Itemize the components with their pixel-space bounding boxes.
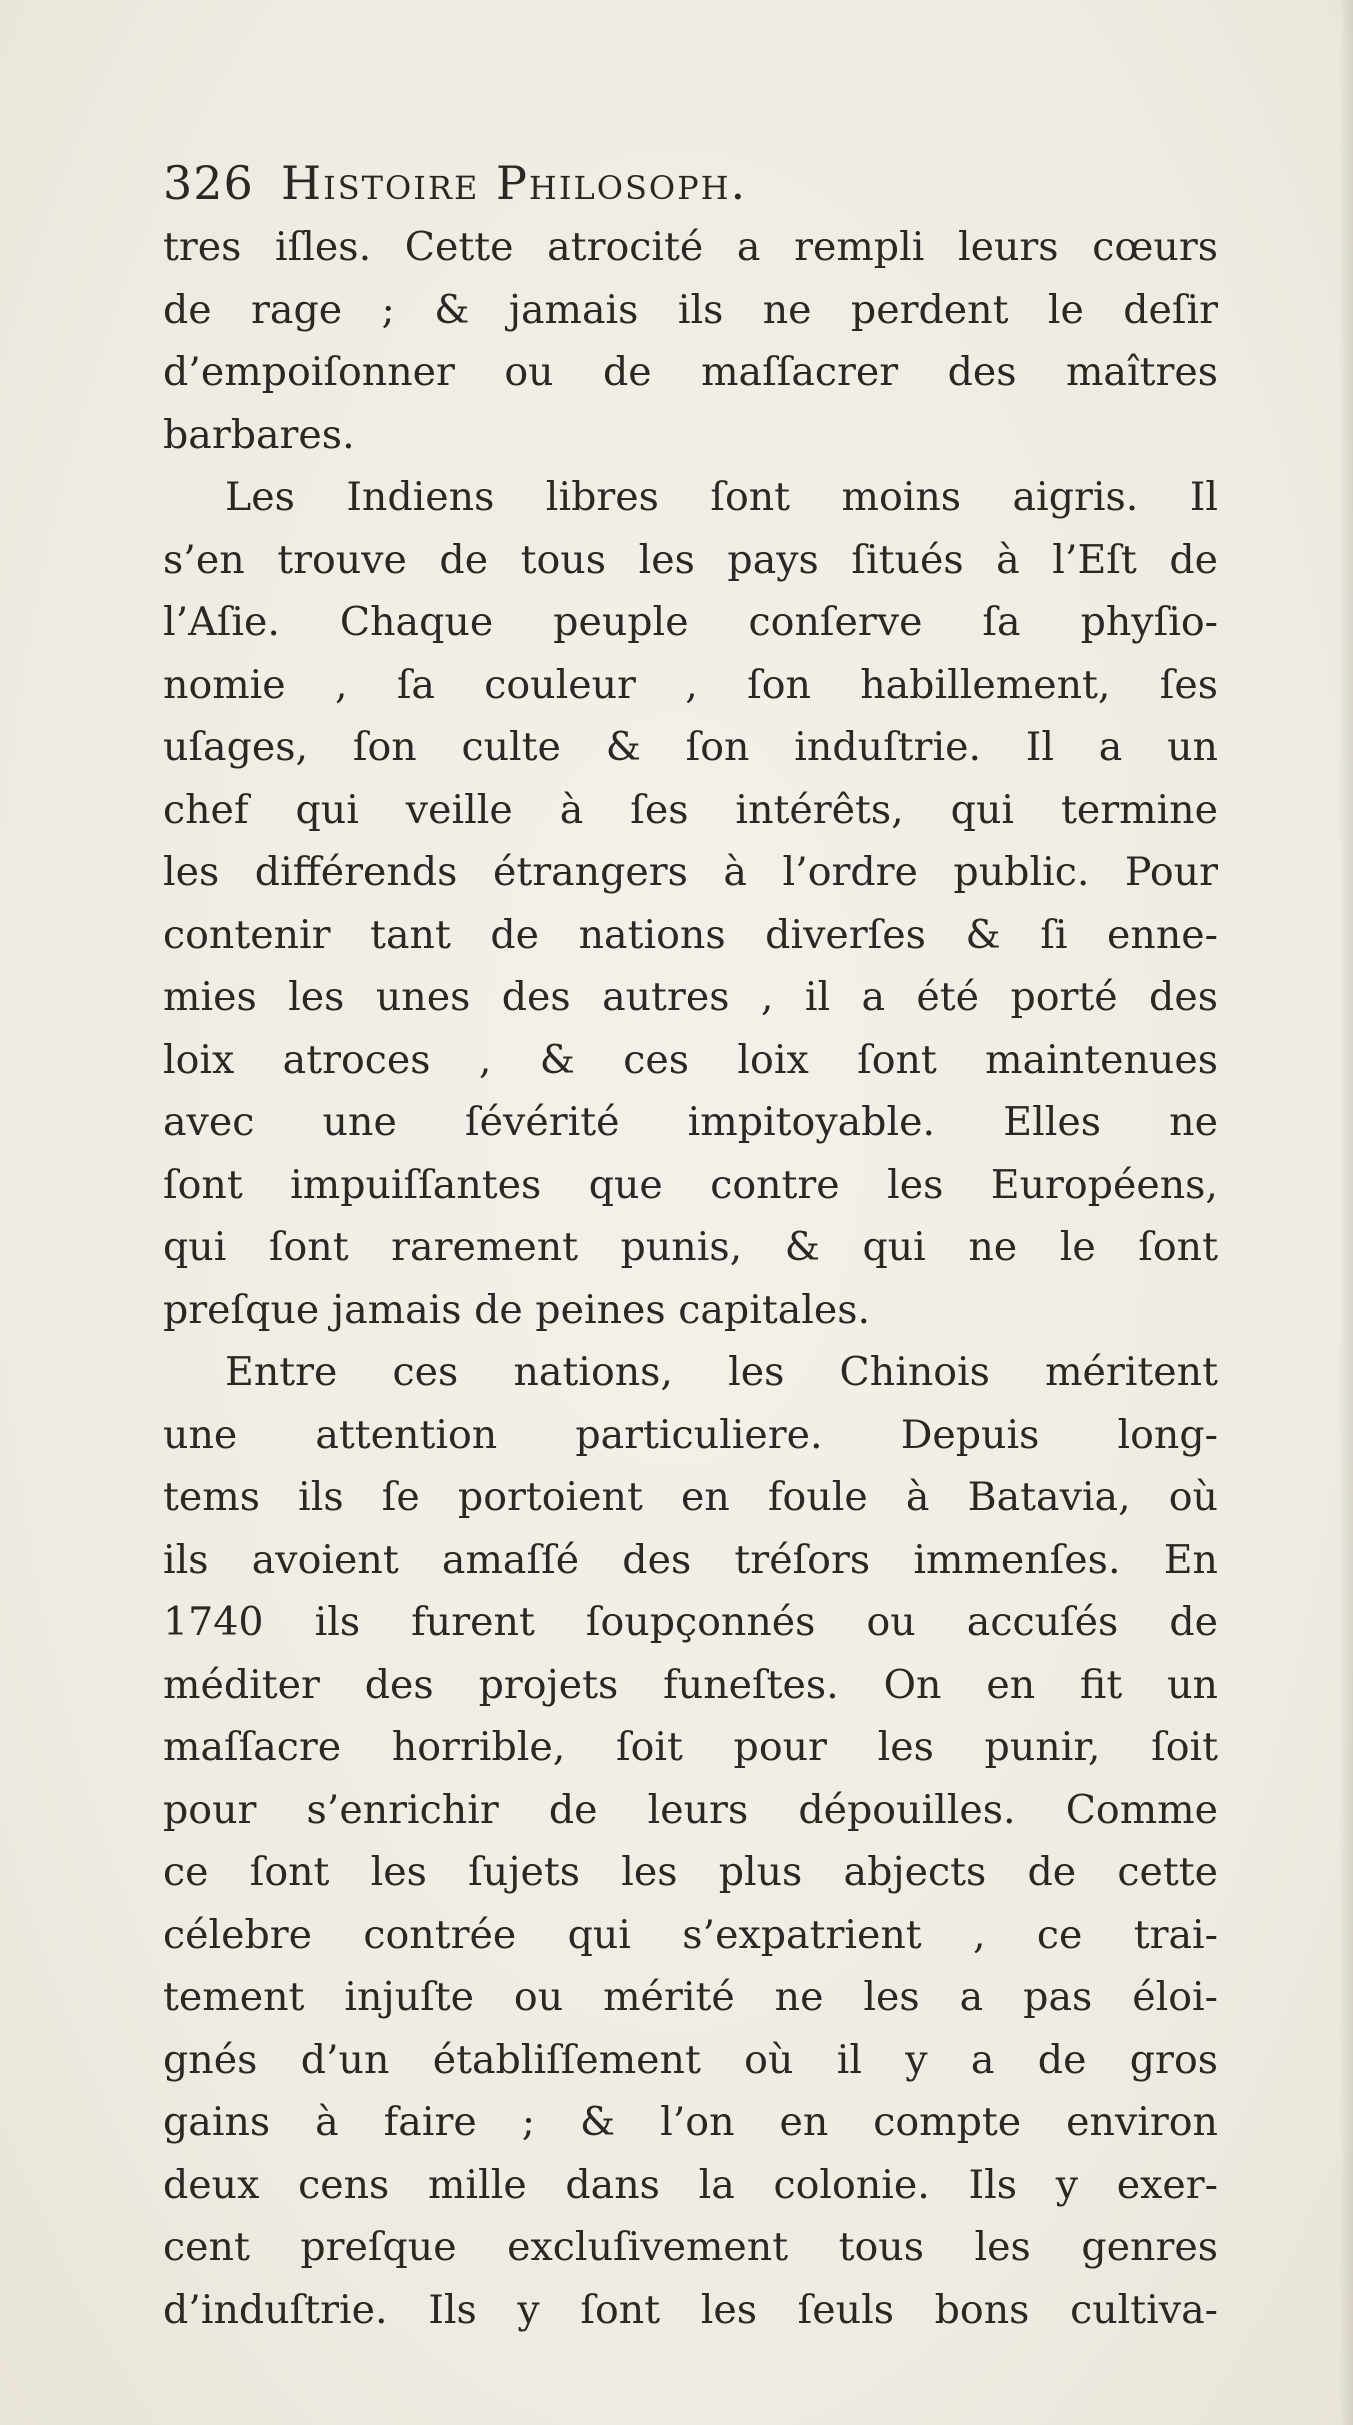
text-line: méditer des projets funeſtes. On en fit un	[163, 1661, 1218, 1708]
text-line: tems ils ſe portoient en foule à Batavia, où	[163, 1474, 1218, 1520]
text-line: gnés d’un établiſſement où il y a de gros	[163, 2036, 1218, 2083]
text-block	[163, 150, 1218, 2341]
text-line: uſages, ſon culte & ſon induſtrie. Il a un	[163, 724, 1218, 770]
text-line: avec une ſévérité impitoyable. Elles ne	[163, 1099, 1218, 1145]
text-line: une attention particuliere. Depuis long-	[163, 1411, 1218, 1458]
text-line: les différends étrangers à l’ordre public. Pour	[163, 849, 1218, 895]
text-line: Les Indiens libres ſont moins aigris. Il	[225, 474, 1218, 520]
text-line: deux cens mille dans la colonie. Ils y exer-	[163, 2161, 1218, 2208]
text-line: nomie , ſa couleur , ſon habillement, ſes	[163, 661, 1218, 708]
text-line: cent preſque excluſivement tous les genres	[163, 2224, 1218, 2270]
text-line: de rage ; & jamais ils ne perdent le deſir	[163, 286, 1218, 333]
text-line: tres iſles. Cette atrocité a rempli leurs cœurs	[163, 224, 1218, 270]
text-line: s’en trouve de tous les pays ſitués à l’Eſt de	[163, 536, 1218, 583]
text-line: ils avoient amaſſé des tréſors immenſes. En	[163, 1536, 1218, 1583]
text-line: d’induſtrie. Ils y ſont les ſeuls bons cultiva-	[163, 2286, 1218, 2333]
text-line: l’Aſie. Chaque peuple conſerve ſa phyſio-	[163, 599, 1218, 645]
text-line: maſſacre horrible, ſoit pour les punir, ſoit	[163, 1724, 1218, 1770]
text-line: barbares.	[163, 411, 355, 458]
text-line: qui ſont rarement punis, & qui ne le ſont	[163, 1224, 1218, 1270]
text-line: gains à faire ; & l’on en compte environ	[163, 2099, 1218, 2145]
text-line: 1740 ils furent ſoupçonnés ou accuſés de	[163, 1599, 1218, 1645]
text-line: contenir tant de nations diverſes & ſi enne-	[163, 911, 1218, 958]
text-line: ce ſont les ſujets les plus abjects de cette	[163, 1849, 1218, 1895]
text-line: mies les unes des autres , il a été porté des	[163, 974, 1218, 1020]
page-number: 326	[163, 156, 254, 210]
text-line: Entre ces nations, les Chinois méritent	[225, 1349, 1218, 1395]
text-line: pour s’enrichir de leurs dépouilles. Comme	[163, 1786, 1218, 1833]
text-line: d’empoiſonner ou de maſſacrer des maîtres	[163, 349, 1218, 395]
text-line: ſont impuiſſantes que contre les Européens,	[163, 1161, 1218, 1208]
text-line: preſque jamais de peines capitales.	[163, 1286, 871, 1333]
page-edge-shadow	[1339, 0, 1353, 2425]
running-title: Histoire Philosoph.	[281, 156, 748, 210]
running-head	[163, 150, 1218, 216]
text-line: loix atroces , & ces loix ſont maintenues	[163, 1036, 1218, 1083]
text-line: tement injuſte ou mérité ne les a pas éloi-	[163, 1974, 1218, 2020]
text-line: chef qui veille à ſes intérêts, qui termine	[163, 786, 1218, 833]
text-line: célebre contrée qui s’expatrient , ce trai-	[163, 1911, 1218, 1958]
